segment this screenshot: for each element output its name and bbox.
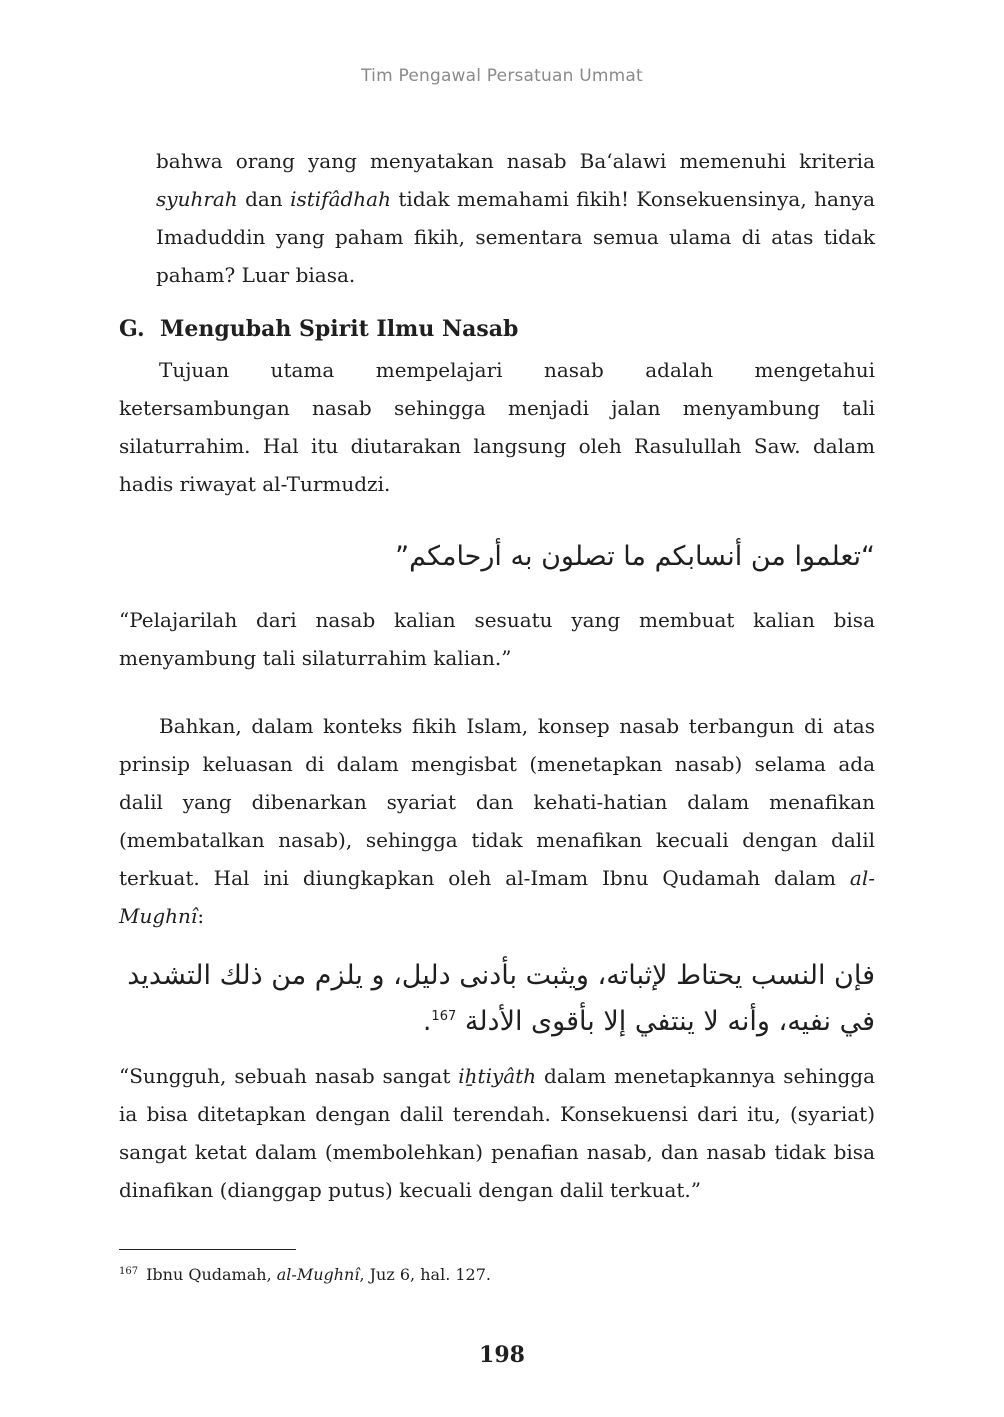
footnote-number: 167 [119, 1265, 139, 1277]
footnote-text: , Juz 6, hal. 127. [359, 1265, 491, 1284]
arabic-quote-end: . [422, 1006, 432, 1037]
arabic-ibnu-qudamah-quote [119, 953, 875, 1045]
paragraph-text: : [197, 904, 205, 928]
paragraph-text: tidak memahami fikih! Konsekuensinya, hanya Imaduddin yang paham fikih, sementara semua ulama di atas tidak paham? Luar biasa. [156, 187, 875, 287]
paragraph-tujuan: Tujuan utama mempelajari nasab adalah mengetahui ketersambungan nasab sehingga menjadi jalan menyambung tali silaturrahim. Hal itu diutarakan langsung oleh Rasulullah Saw. dalam hadis riwayat al-Turmudzi. [119, 358, 875, 496]
footnote-divider [119, 1249, 296, 1250]
paragraph-bahkan [119, 707, 875, 935]
paragraph-gap [119, 677, 875, 707]
running-header: Tim Pengawal Persatuan Ummat [361, 66, 643, 86]
book-title-al-mughni: al-Mughnî [119, 866, 875, 928]
paragraph-text: dalam menetapkannya sehingga ia bisa ditetapkan dengan dalil terendah. Konsekuensi dari itu, (syariat) sangat ketat dalam (membolehkan) penafian nasab, dan nasab tidak bisa dinafikan (dianggap putus) kecuali dengan dalil terkuat.” [119, 1064, 875, 1202]
arabic-quote-text: فإن النسب يحتاط لإثباته، ويثبت بأدنى دليل، و يلزم من ذلك التشديد في نفيه، وأنه لا ينتفي إلا بأقوى الأدلة [127, 960, 875, 1037]
paragraph-text: “Sungguh, sebuah nasab sangat [119, 1064, 459, 1088]
footnote [119, 1264, 491, 1286]
footnote-reference[interactable]: 167 [431, 1009, 457, 1024]
paragraph-text: Bahkan, dalam konteks fikih Islam, konsep nasab terbangun di atas prinsip keluasan di dalam mengisbat (menetapkan nasab) selama ada dalil yang dibenarkan syariat dan kehati-hatian dalam menafikan (membatalkan nasab), sehingga tidak menafikan kecuali dengan dalil terkuat. Hal ini diungkapkan oleh al-Imam Ibnu Qudamah dalam [119, 714, 875, 890]
term-ihtiyath: iẖtiyâth [458, 1064, 537, 1088]
term-istifadhah: istifâdhah [290, 187, 391, 211]
paragraph-continuation [119, 142, 875, 294]
quote-translation [119, 1057, 875, 1209]
section-title: Mengubah Spirit Ilmu Nasab [160, 316, 519, 342]
paragraph-text: dan [237, 187, 291, 211]
hadith-translation: “Pelajarilah dari nasab kalian sesuatu yang membuat kalian bisa menyambung tali silaturrahim kalian.” [119, 608, 875, 670]
footnote-book-title: al-Mughnî [276, 1265, 360, 1284]
term-syuhrah: syuhrah [156, 187, 238, 211]
footnote-text: Ibnu Qudamah, [146, 1265, 277, 1284]
page-body [119, 142, 875, 1209]
arabic-hadith-quote: “تعلموا من أنسابكم ما تصلون به أرحامكم” [395, 541, 875, 572]
page-number: 198 [479, 1342, 525, 1368]
section-letter: G. [119, 316, 145, 342]
section-heading [119, 310, 875, 348]
paragraph-text: bahwa orang yang menyatakan nasab Ba‘alawi memenuhi kriteria [156, 149, 875, 173]
